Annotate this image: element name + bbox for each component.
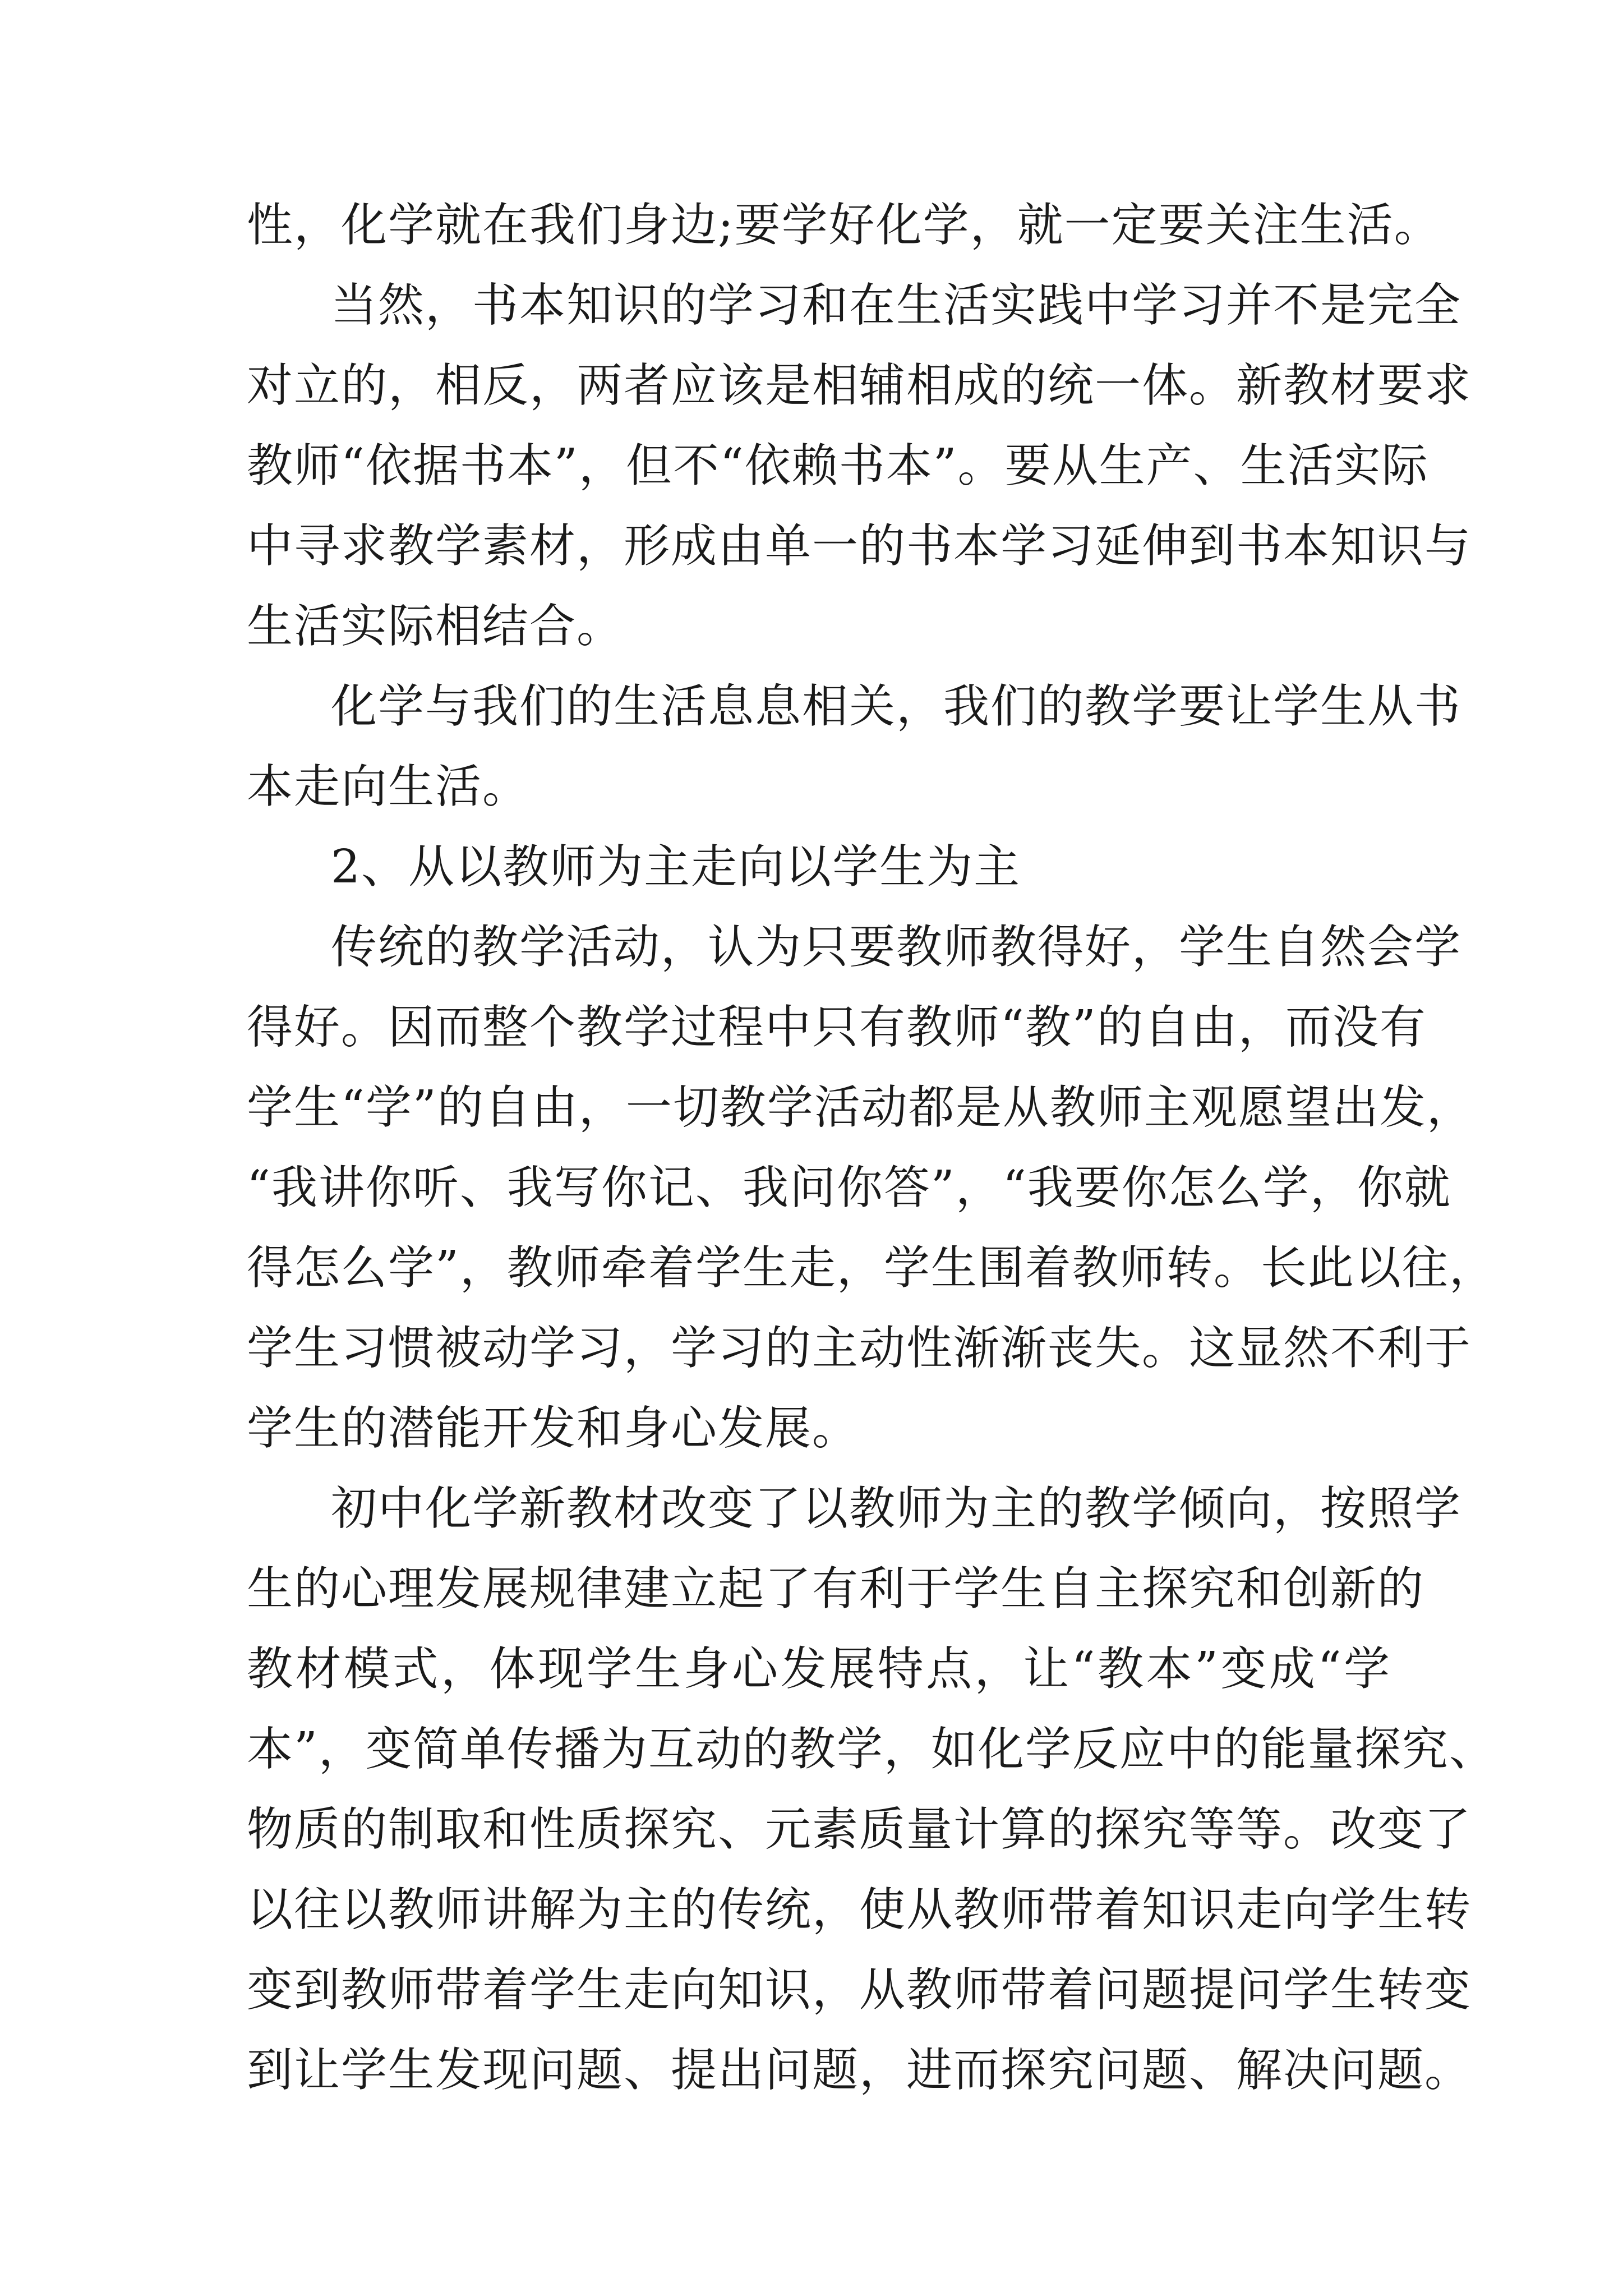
- text-line: 性，化学就在我们身边;要学好化学，就一定要关注生活。: [247, 199, 1441, 252]
- text-line: 学生习惯被动学习，学习的主动性渐渐丧失。这显然不利于: [247, 1322, 1472, 1375]
- text-line: 教师“依据书本”，但不“依赖书本”。要从生产、生活实际: [247, 439, 1429, 493]
- text-line: 学生的潜能开发和身心发展。: [247, 1402, 860, 1455]
- text-line: “我讲你听、我写你记、我问你答”，“我要你怎么学，你就: [247, 1161, 1451, 1214]
- text-line: 生活实际相结合。: [247, 600, 624, 653]
- text-line: 以往以教师讲解为主的传统，使从教师带着知识走向学生转: [247, 1883, 1472, 1936]
- text-line: 得怎么学”，教师牵着学生走，学生围着教师转。长此以往，: [247, 1241, 1496, 1295]
- text-line: 传统的教学活动，认为只要教师教得好，学生自然会学: [331, 921, 1462, 974]
- text-line: 变到教师带着学生走向知识，从教师带着问题提问学生转变: [247, 1963, 1472, 2017]
- text-line: 到让学生发现问题、提出问题，进而探究问题、解决问题。: [247, 2044, 1472, 2097]
- text-line: 生的心理发展规律建立起了有利于学生自主探究和创新的: [247, 1562, 1425, 1616]
- text-line: 当然，书本知识的学习和在生活实践中学习并不是完全: [331, 279, 1462, 332]
- text-line: 物质的制取和性质探究、元素质量计算的探究等等。改变了: [247, 1803, 1472, 1856]
- text-line: 中寻求教学素材，形成由单一的书本学习延伸到书本知识与: [247, 519, 1472, 573]
- document-body: [247, 185, 1496, 2110]
- text-line: 初中化学新教材改变了以教师为主的教学倾向，按照学: [331, 1482, 1462, 1535]
- text-line: 教材模式，体现学生身心发展特点，让“教本”变成“学: [247, 1642, 1391, 1696]
- text-line: 得好。因而整个教学过程中只有教师“教”的自由，而没有: [247, 1001, 1427, 1054]
- text-line: 化学与我们的生活息息相关，我们的教学要让学生从书: [331, 680, 1462, 733]
- section-heading: 2、从以教师为主走向以学生为主: [331, 840, 1021, 894]
- text-line: 学生“学”的自由，一切教学活动都是从教师主观愿望出发，: [247, 1081, 1474, 1134]
- text-line: 对立的，相反，两者应该是相辅相成的统一体。新教材要求: [247, 359, 1472, 412]
- text-line: 本走向生活。: [247, 760, 530, 813]
- text-line: 本”，变简单传播为互动的教学，如化学反应中的能量探究、: [247, 1723, 1496, 1776]
